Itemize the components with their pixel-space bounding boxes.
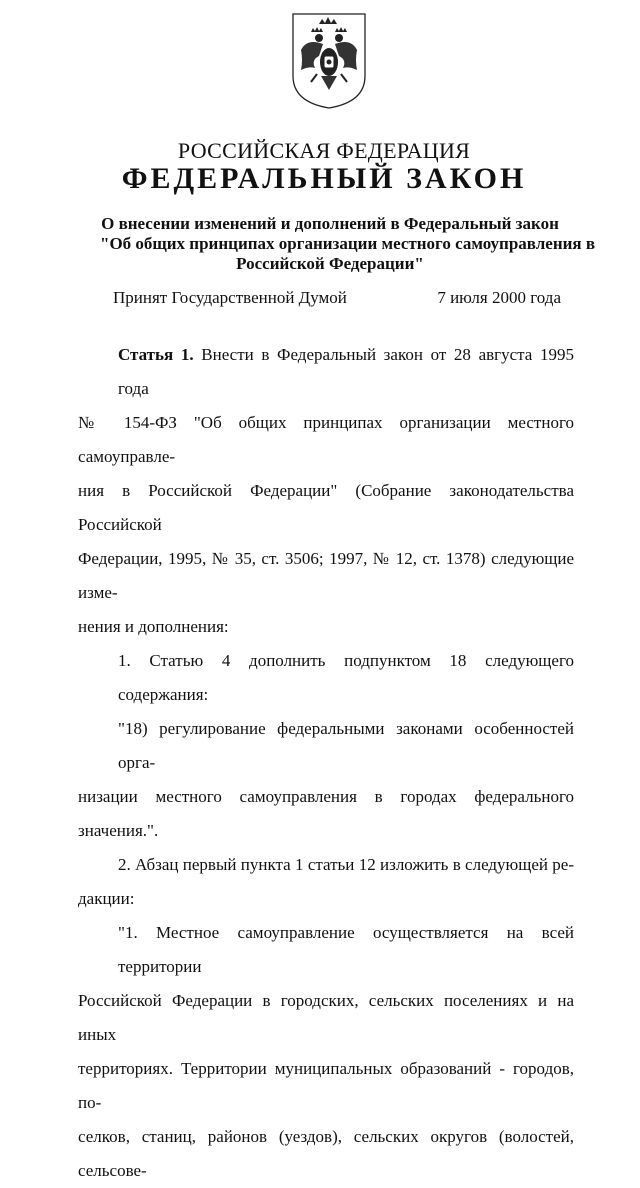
text-line: "18) регулирование федеральными законами особенностей орга- [118,719,574,772]
text-line: Внести в Федеральный закон от 28 августа 1995 года [118,345,574,398]
country-heading: РОССИЙСКАЯ ФЕДЕРАЦИЯ [177,138,471,163]
text-line: 1. Статью 4 дополнить подпунктом 18 следующего содержания: [118,651,574,704]
law-title [100,214,596,274]
adopted-by: Принят Государственной Думой [113,288,347,307]
text-line: 2. Абзац первый пункта 1 статьи 12 изложить в следующей ре- [118,855,574,874]
item-2-quote [78,916,574,1188]
article-1-paragraph [78,338,574,644]
adoption-date: 7 июля 2000 года [437,288,561,307]
text-line: низации местного самоуправления в городах федерального значения.". [78,787,574,840]
text-line: Российской Федерации в городских, сельских поселениях и на иных [78,991,574,1044]
document-body [78,338,574,1188]
law-title-line: Российской Федерации" [236,254,424,273]
text-line: нения и дополнения: [78,617,229,636]
text-line: "1. Местное самоуправление осуществляется на всей территории [118,923,574,976]
text-line: дакции: [78,889,135,908]
text-line: территориях. Территории муниципальных образований - городов, по- [78,1059,574,1112]
item-2-paragraph [78,848,574,916]
text-line: ния в Российской Федерации" (Собрание законодательства Российской [78,481,574,534]
item-1-quote [78,712,574,848]
law-title-line: О внесении изменений и дополнений в Федеральный закон [101,214,559,233]
law-title-line: "Об общих принципах организации местного самоуправления в [100,234,596,253]
item-1-paragraph [78,644,574,712]
text-line: Федерации, 1995, № 35, ст. 3506; 1997, № 12, ст. 1378) следующие изме- [78,549,574,602]
document-type-heading: ФЕДЕРАЛЬНЫЙ ЗАКОН [121,162,527,195]
text-line: № 154-ФЗ "Об общих принципах организации местного самоуправле- [78,413,574,466]
article-label: Статья 1. [118,345,194,364]
text-line: селков, станиц, районов (уездов), сельских округов (волостей, сельсове- [78,1127,574,1180]
coat-of-arms-emblem [289,10,369,110]
